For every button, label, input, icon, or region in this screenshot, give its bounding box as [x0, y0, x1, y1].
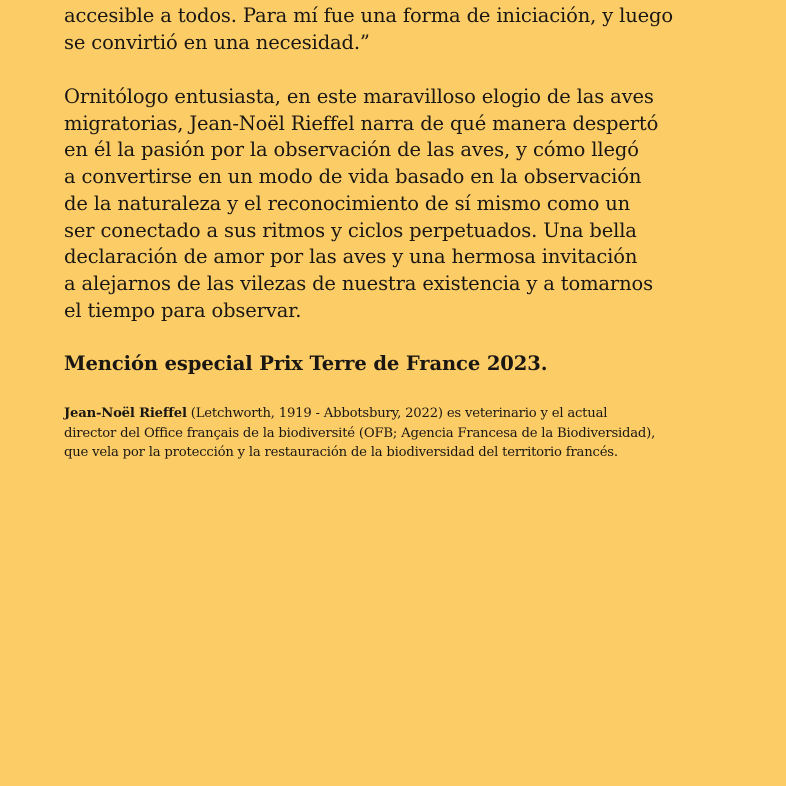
quote-ending	[64, 3, 673, 56]
bio-line-1-text: (Letchworth, 1919 - Abbotsbury, 2022) es veterinario y el actual	[186, 406, 608, 421]
quote-line: accesible a todos. Para mí fue una forma de iniciación, y luego	[64, 4, 673, 27]
author-bio	[64, 404, 655, 463]
description-line: a alejarnos de las vilezas de nuestra existencia y a tomarnos	[64, 271, 653, 295]
description-line: migratorias, Jean-Noël Rieffel narra de qué manera despertó	[64, 111, 659, 135]
description-line: de la naturaleza y el reconocimiento de sí mismo como un	[64, 191, 631, 215]
quote-line: se convirtió en una necesidad.”	[64, 30, 370, 54]
description-line: Ornitólogo entusiasta, en este maravilloso elogio de las aves	[64, 85, 654, 108]
description-line: en él la pasión por la observación de las aves, y cómo llegó	[64, 138, 639, 162]
description-line: el tiempo para observar.	[64, 298, 302, 322]
description-line: ser conectado a sus ritmos y ciclos perpetuados. Una bella	[64, 218, 637, 242]
description-line: declaración de amor por las aves y una hermosa invitación	[64, 245, 638, 269]
bio-line: director del Office français de la biodiversité (OFB; Agencia Francesa de la Biodiversidad),	[64, 425, 656, 441]
author-name: Jean-Noël Rieffel	[64, 406, 187, 421]
book-description	[64, 84, 658, 324]
bio-line: que vela por la protección y la restauración de la biodiversidad del territorio francés.	[64, 445, 618, 460]
bio-line	[64, 404, 655, 424]
description-line: a convertirse en un modo de vida basado en la observación	[64, 165, 642, 189]
award-mention: Mención especial Prix Terre de France 2023.	[64, 352, 548, 375]
